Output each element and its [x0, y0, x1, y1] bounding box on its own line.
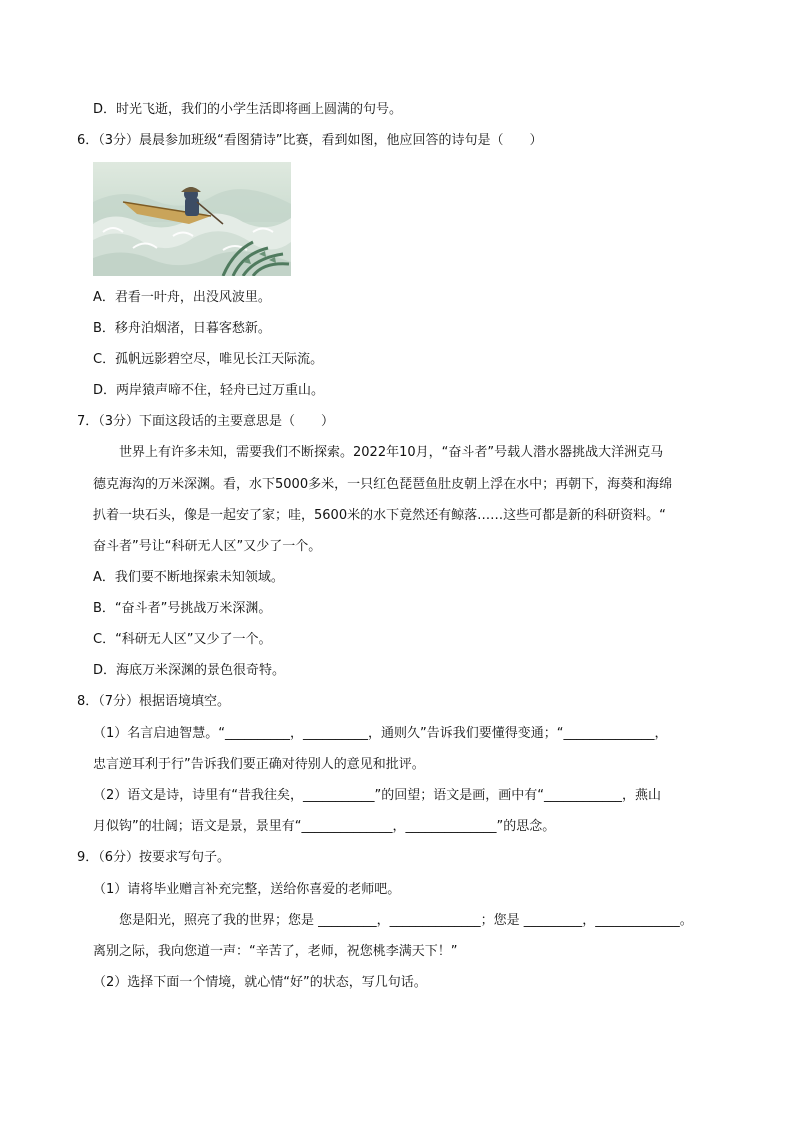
- question-8-line: 忠言逆耳利于行”告诉我们要正确对待别人的意见和批评。: [93, 757, 425, 772]
- question-9-line: （2）选择下面一个情境，就心情“好”的状态，写几句话。: [93, 975, 427, 990]
- question-7-option-c: C．“科研无人区”又少了一个。: [93, 632, 272, 647]
- boat-in-waves-illustration: [93, 162, 291, 276]
- question-8-stem: 8．（7分）根据语境填空。: [77, 694, 231, 709]
- question-8-line: （2）语文是诗，诗里有“昔我往矣，___________”的回望；语文是画，画中有“____________，燕山: [93, 788, 661, 803]
- question-6-option-d: D．两岸猿声啼不住，轻舟已过万重山。: [93, 383, 325, 398]
- question-9-line: 您是阳光，照亮了我的世界；您是 _________，______________；您是 _________，_____________。: [119, 913, 693, 928]
- question-9-stem: 9．（6分）按要求写句子。: [77, 850, 231, 865]
- question-8-line: （1）名言启迪智慧。“__________，__________，通则久”告诉我们要懂得变通；“______________，: [93, 726, 668, 741]
- question-7-option-b: B．“奋斗者”号挑战万米深渊。: [93, 601, 272, 616]
- question-7-passage-line: 世界上有许多未知，需要我们不断探索。2022年10月，“奋斗者”号载人潜水器挑战大洋洲克马: [119, 445, 664, 460]
- question-5-option-d: D．时光飞逝，我们的小学生活即将画上圆满的句号。: [93, 102, 403, 117]
- question-9-line: 离别之际，我向您道一声：“辛苦了，老师，祝您桃李满天下！”: [93, 944, 458, 959]
- question-7-passage-line: 扒着一块石头，像是一起安了家；哇，5600米的水下竟然还有鲸落……这些可都是新的科研资料。“: [93, 508, 666, 523]
- question-6-option-b: B．移舟泊烟渚，日暮客愁新。: [93, 321, 271, 336]
- question-6-option-a: A．君看一叶舟，出没风波里。: [93, 290, 271, 305]
- question-8-line: 月似钩”的壮阔；语文是景，景里有“______________，______________”的思念。: [93, 819, 556, 834]
- question-7-stem: 7．（3分）下面这段话的主要意思是（ ）: [77, 414, 335, 429]
- question-6-option-c: C．孤帆远影碧空尽，唯见长江天际流。: [93, 352, 324, 367]
- question-7-passage-line: 奋斗者”号让“科研无人区”又少了一个。: [93, 539, 322, 554]
- question-6-stem: 6．（3分）晨晨参加班级“看图猜诗”比赛，看到如图，他应回答的诗句是（ ）: [77, 133, 543, 148]
- question-7-option-a: A．我们要不断地探索未知领域。: [93, 570, 284, 585]
- question-9-line: （1）请将毕业赠言补充完整，送给你喜爱的老师吧。: [93, 882, 401, 897]
- question-7-passage-line: 德克海沟的万米深渊。看，水下5000多米，一只红色琵琶鱼肚皮朝上浮在水中；再朝下，海葵和海绵: [93, 477, 673, 492]
- question-7-option-d: D．海底万米深渊的景色很奇特。: [93, 663, 286, 678]
